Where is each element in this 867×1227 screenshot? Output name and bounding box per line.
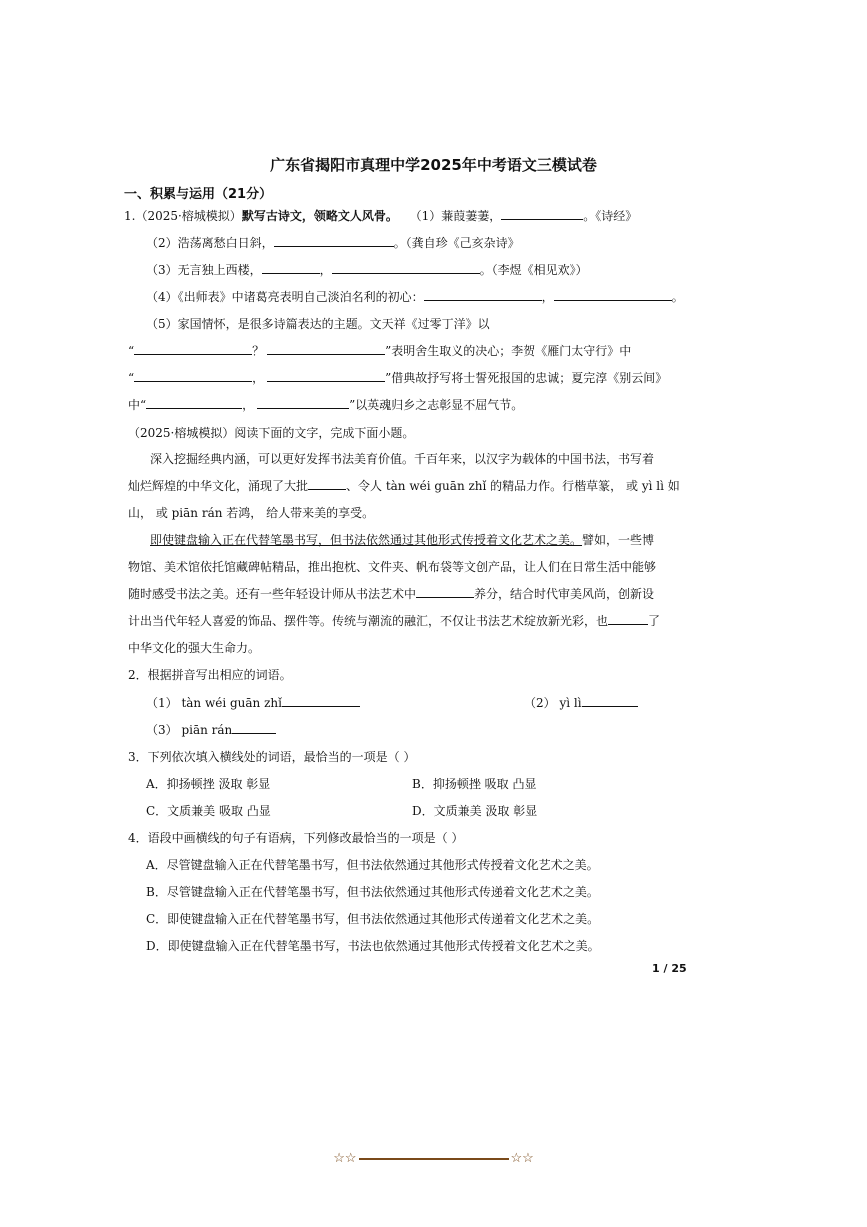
option-b: B．尽管键盘输入正在代替笔墨书写，但书法依然通过其他形式传递着文化艺术之美。 [146,885,599,899]
passage-line: 山， 或 piān rán 若鸿， 给人带来美的享受。 [128,506,375,520]
answer-blank [134,342,252,355]
passage-text: 、令人 tàn wéi guān zhǐ 的精品力作。行楷草篆， 或 yì lì 如 [346,479,680,493]
answer-blank [424,288,542,301]
passage-line [128,612,660,629]
option-c: C．文质兼美 吸取 凸显 [146,804,271,818]
poem-prompt: （1）蒹葭萋萋， [409,209,502,223]
poem-source: 。（龚自珍《己亥杂诗》 [393,236,520,250]
separator: ， [319,263,332,277]
quote-open: 中“ [128,398,147,412]
page-number: 1 / 25 [652,962,687,975]
separator: 。 [671,290,684,304]
passage-text: 随时感受书法之美。还有一些年轻设计师从书法艺术中 [128,587,417,601]
question-3-stem: 3．下列依次填入横线处的词语，最恰当的一项是（ ） [128,750,416,764]
option-d: D．文质兼美 汲取 彰显 [412,804,538,818]
separator: ， [541,290,554,304]
pinyin-prompt: （1） tàn wéi guān zhǐ [146,696,282,710]
passage-line [128,585,654,602]
line-text: ”借典故抒写将士誓死报国的忠诚；夏完淳《别云间》 [385,371,668,385]
option-a: A．抑扬顿挫 汲取 彰显 [146,777,271,791]
underlined-sentence: 即使键盘输入正在代替笔墨书写，但书法依然通过其他形式传授着文化艺术之美。 [150,533,583,547]
answer-blank [416,585,474,598]
star-icon: ☆☆ [510,1151,534,1166]
question-1-item-5-line-4 [128,396,523,413]
footer-ornament [0,1151,867,1166]
poem-prompt: （3）无言独上西楼， [146,263,262,277]
question-1-item-5-line-2 [128,342,631,359]
answer-blank [608,612,648,625]
question-2-item-2 [524,694,638,711]
question-1-item-5-line-3 [128,369,667,386]
question-1-item-5: （5）家国情怀，是很多诗篇表达的主题。文天祥《过零丁洋》以 [146,317,490,331]
separator: ？ [252,344,265,358]
section-heading: 一、积累与运用（21分） [124,187,273,202]
separator: ， [252,371,265,385]
document-title: 广东省揭阳市真理中学2025年中考语文三模试卷 [270,156,597,174]
quote-open: “ [128,344,135,358]
pinyin-prompt: （2） yì lì [524,696,582,710]
passage-text: 养分，结合时代审美风尚，创新设 [474,587,655,601]
question-1-item-3 [146,261,588,278]
option-a: A．尽管键盘输入正在代替笔墨书写，但书法依然通过其他形式传授着文化艺术之美。 [146,858,599,872]
question-2-stem: 2．根据拼音写出相应的词语。 [128,668,292,682]
poem-prompt: （4）《出师表》中诸葛亮表明自己淡泊名利的初心： [146,290,424,304]
option-b: B．抑扬顿挫 吸取 凸显 [412,777,537,791]
line-text: ”表明舍生取义的决心；李贺《雁门太守行》中 [385,344,632,358]
pinyin-prompt: （3） piān rán [146,723,233,737]
answer-blank [332,261,480,274]
question-1-item-4 [146,288,684,305]
passage-text: 计出当代年轻人喜爱的饰品、摆件等。传统与潮流的融汇，不仅让书法艺术绽放新光彩，也 [128,614,609,628]
separator: ， [242,398,255,412]
answer-blank [501,207,583,220]
question-4-stem: 4．语段中画横线的句子有语病，下列修改最恰当的一项是（ ） [128,831,464,845]
reading-intro: （2025·榕城模拟）阅读下面的文字，完成下面小题。 [128,426,415,440]
answer-blank [274,234,394,247]
quote-open: “ [128,371,135,385]
question-number: 1. [124,209,136,223]
divider-line [359,1158,509,1160]
poem-source: 。《诗经》 [583,209,638,223]
answer-blank [282,694,360,707]
answer-blank [267,369,385,382]
passage-text: 了 [648,614,661,628]
answer-blank [308,477,346,490]
passage-line [150,531,654,548]
star-icon: ☆☆ [333,1151,357,1166]
question-2-item-1 [146,694,360,711]
option-c: C．即使键盘输入正在代替笔墨书写，但书法依然通过其他形式传递着文化艺术之美。 [146,912,600,926]
answer-blank [582,694,638,707]
question-2-item-3 [146,721,276,738]
answer-blank [146,396,242,409]
answer-blank [267,342,385,355]
question-1-line [124,207,637,224]
question-instruction: 默写古诗文，领略文人风骨。 [241,209,398,223]
passage-line: 中华文化的强大生命力。 [128,641,261,655]
passage-text: 譬如，一些博 [582,533,655,547]
answer-blank [257,396,349,409]
option-d: D．即使键盘输入正在代替笔墨书写，书法也依然通过其他形式传授着文化艺术之美。 [146,939,600,953]
passage-line [128,477,680,494]
poem-prompt: （2）浩荡离愁白日斜， [146,236,274,250]
answer-blank [134,369,252,382]
passage-text: 灿烂辉煌的中华文化，涌现了大批 [128,479,309,493]
question-source: （2025·榕城模拟） [135,209,242,223]
answer-blank [262,261,320,274]
passage-line: 物馆、美术馆依托馆藏碑帖精品，推出抱枕、文件夹、帆布袋等文创产品，让人们在日常生活中能够 [128,560,657,574]
answer-blank [554,288,672,301]
passage-line: 深入挖掘经典内涵，可以更好发挥书法美育价值。千百年来，以汉字为载体的中国书法，书写着 [150,452,655,466]
answer-blank [232,721,276,734]
question-1-item-2 [146,234,520,251]
poem-source: 。（李煜《相见欢》） [479,263,588,277]
line-text: ”以英魂归乡之志彰显不屈气节。 [349,398,524,412]
